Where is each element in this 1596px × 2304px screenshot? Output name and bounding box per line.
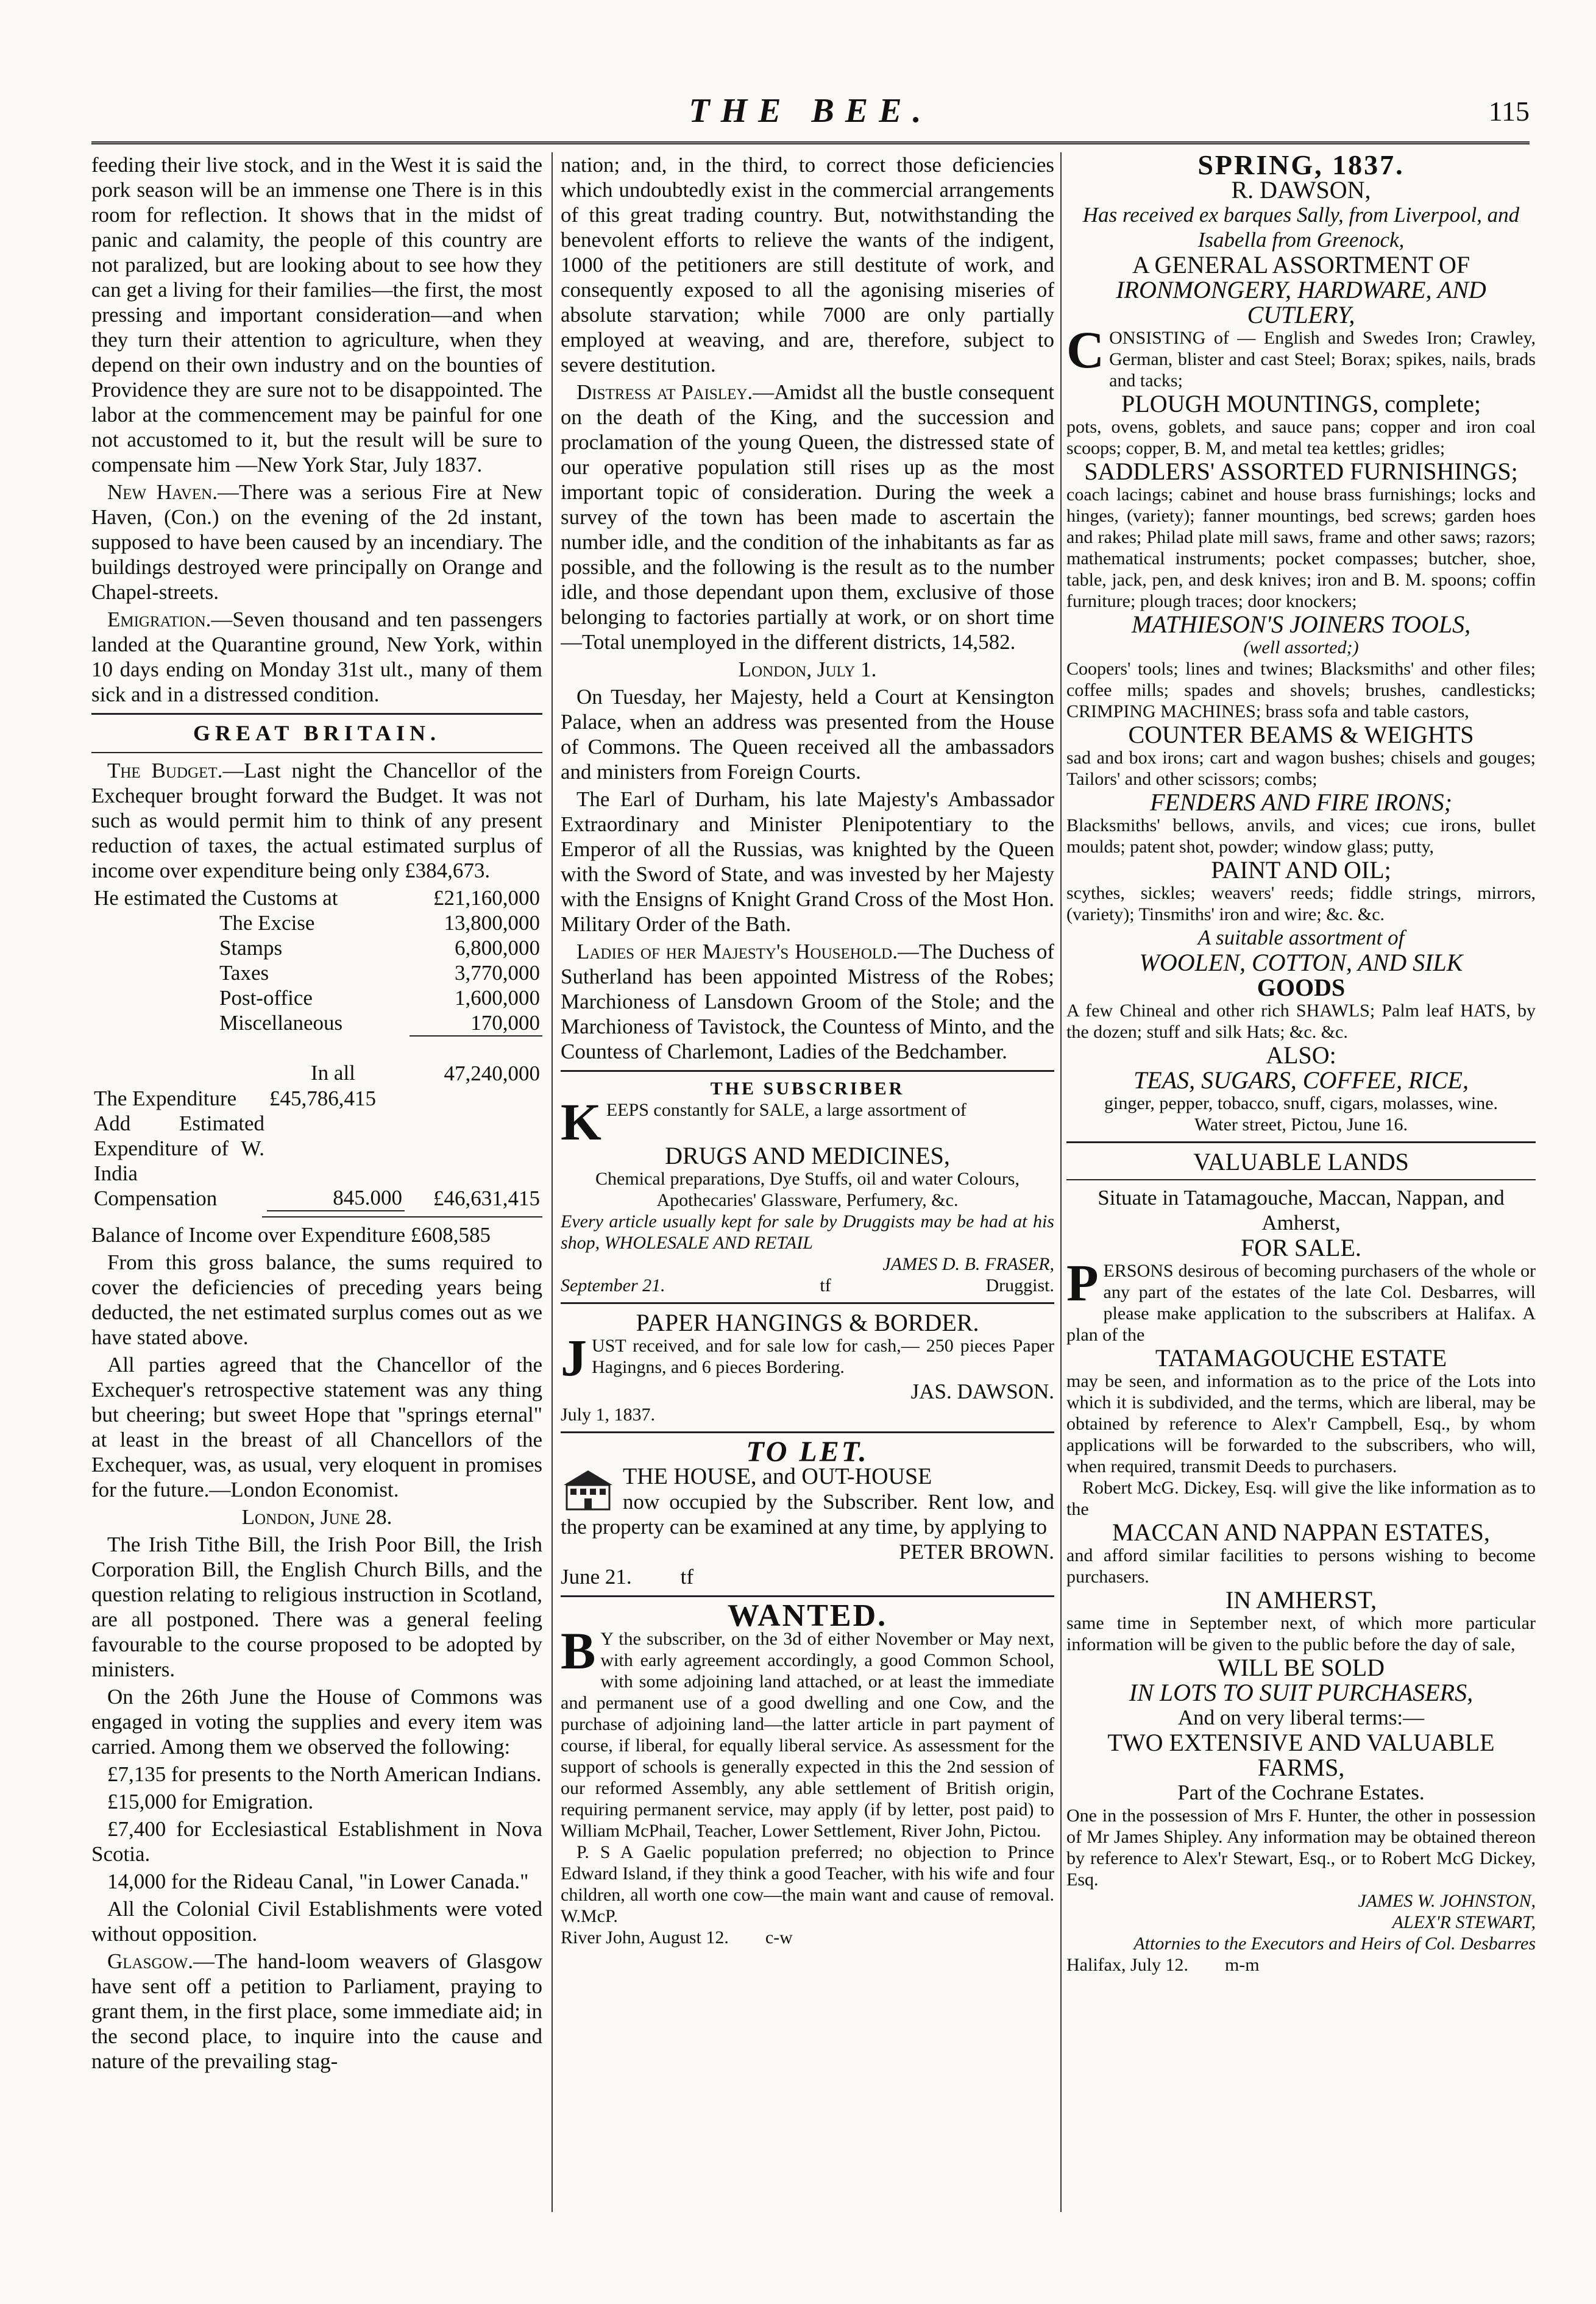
table-cell-label: Miscellaneous <box>219 1011 343 1035</box>
ad-lands-halifax: Halifax, July 12. <box>1066 1955 1188 1975</box>
supply-item: £15,000 for Emigration. <box>107 1790 314 1813</box>
ad-dawson-consisting-text: ONSISTING of — English and Swedes Iron; Crawley, German, blister and cast Steel; Borax; spikes, nails, brads and tacks; <box>1109 328 1536 391</box>
ladies-heading: Ladies of her Majesty's Household. <box>576 940 898 963</box>
add-total: £46,631,415 <box>433 1186 540 1210</box>
new-haven-heading: New Haven. <box>107 480 218 504</box>
ad-drugs-top: THE SUBSCRIBER <box>710 1079 905 1099</box>
ad-paper-body: UST received, and for sale low for cash,— 250 pieces Paper Hagingns, and 6 pieces Bordering. <box>592 1336 1054 1377</box>
ad-lands-persons <box>1066 1253 1536 1345</box>
column-divider-1 <box>552 152 553 2212</box>
table-cell-value: 3,770,000 <box>455 961 540 985</box>
ad-dawson-plough: PLOUGH MOUNTINGS, complete; <box>1121 390 1481 417</box>
ad-lands-situate: Situate in Tatamagouche, Maccan, Nappan, and Amherst, <box>1098 1186 1505 1235</box>
ad-dawson-blacksmiths: Blacksmiths' bellows, anvils, and vices; cue irons, bullet moulds; patent shot, powder; window glass; putty, <box>1066 815 1536 857</box>
glasgow-text: —The hand-loom weavers of Glasgow have sent off a petition to Parliament, praying to grant them, in the first place, some immediate aid; in the second place, to inquire into the cause and nature of the prevailing stag- <box>91 1949 542 2073</box>
table-cell-label: Taxes <box>219 961 269 985</box>
expenditure-table <box>91 1086 542 1211</box>
ad-wanted-dropcap: B <box>561 1622 596 1680</box>
table-row <box>91 1086 542 1111</box>
expenditure-label: The Expenditure <box>94 1086 237 1110</box>
ad-dawson-fenders: FENDERS AND FIRE IRONS; <box>1150 789 1452 816</box>
table-row <box>91 1111 542 1211</box>
table-row <box>91 1010 542 1036</box>
ladies-text: —The Duchess of Sutherland has been appointed Mistress of the Robes; Marchioness of Lansdown Groom of the Stole; and the Marchioness of Tavistock, the Countess of Minto, and the Countess of Charlemont, Ladies of the Bedchamber. <box>561 940 1054 1063</box>
table-cell-value: 170,000 <box>410 1010 542 1036</box>
ad-lands-two: TWO EXTENSIVE AND VALUABLE FARMS, <box>1107 1729 1495 1781</box>
table-cell-label: Post-office <box>219 986 313 1010</box>
ad-to-let-tf: tf <box>680 1565 694 1589</box>
ad-lands-persons-text: ERSONS desirous of becoming purchasers of the whole or any part of the estates of the late Col. Desbarres, will please make application to the subscribers at Halifax. A plan of the <box>1066 1261 1536 1345</box>
ad-dawson-few: A few Chineal and other rich SHAWLS; Palm leaf HATS, by the dozen; stuff and silk Hats; &c. &c. <box>1066 1001 1536 1042</box>
ad-wanted-ps <box>561 1841 1054 1927</box>
ad-wanted-code: c-w <box>765 1927 793 1948</box>
ad-drugs-italic: Every article usually kept for sale by Druggists may be had at his shop, WHOLESALE AND RETAIL <box>561 1211 1054 1253</box>
ad-lands-maccan: MACCAN AND NAPPAN ESTATES, <box>1112 1519 1490 1546</box>
article-pork-season: feeding their live stock, and in the West it is said the pork season will be an immense one There is in this room for reflection. It shows that in the midst of panic and calamity, the people of this country are not paralized, but are looking about to see how they can get a living for their families—the first, the most pressing and important consideration—and when they turn their attention to agriculture, when they depend on their own industry and on the bounties of Providence they are sure not to be disappointed. The labor at the commencement may be painful for one not accustomed to it, but the result will be sure to compensate him —New York Star, July 1837. <box>91 153 542 477</box>
dateline-london-july: London, July 1. <box>738 658 877 681</box>
article-paisley <box>561 380 1054 654</box>
ad-lands-robert: Robert McG. Dickey, Esq. will give the like information as to the <box>1066 1478 1536 1519</box>
ad-to-let-date: June 21. <box>561 1565 632 1589</box>
ad-lands-amherst: IN AMHERST, <box>1225 1586 1377 1614</box>
ad-to-let-footer <box>561 1564 1054 1589</box>
table-cell-value: 6,800,000 <box>455 936 540 960</box>
ad-paper-hangings <box>561 1310 1054 1425</box>
ad-dawson-woolen: WOOLEN, COTTON, AND SILK <box>1139 949 1463 976</box>
ad-dawson-counter: COUNTER BEAMS & WEIGHTS <box>1128 721 1474 748</box>
in-all-value: 47,240,000 <box>444 1062 540 1085</box>
ad-lands-forsale: FOR SALE. <box>1241 1234 1361 1261</box>
ad-paper-date: July 1, 1837. <box>561 1405 656 1425</box>
divider <box>561 1070 1054 1072</box>
ad-lands-sig3: Attornies to the Executors and Heirs of Col. Desbarres <box>1133 1934 1536 1954</box>
supply-item: 14,000 for the Rideau Canal, "in Lower Canada." <box>107 1870 529 1893</box>
column-2 <box>561 152 1054 2249</box>
ad-dawson-consisting <box>1066 321 1536 391</box>
ad-wanted-initials: W.McP. <box>561 1906 618 1926</box>
ad-dawson-name: R. DAWSON, <box>1231 176 1371 204</box>
article-emigration <box>91 607 542 707</box>
ad-wanted-content <box>561 1622 1054 1841</box>
ad-paper-dropcap: J <box>561 1328 587 1387</box>
column-1 <box>91 152 542 2249</box>
supply-item: £7,135 for presents to the North American Indians. <box>107 1762 542 1786</box>
divider <box>91 713 542 715</box>
masthead-rule <box>91 141 1530 144</box>
paisley-text: —Amidst all the bustle consequent on the death of the King, and the succession and proclamation of the young Queen, the distressed state of our operative population still rises up as the most important topic of consideration. During the week a survey of the town has been made to ascertain the number idle, and the condition of the inhabitants as far as possible, and the following is the result as to the number idle, and those dependant upon them, exclusive of those belonging to factories partially at work, or on short time —Total unemployed in the different districts, 14,582. <box>561 380 1054 654</box>
article-durham: The Earl of Durham, his late Majesty's Ambassador Extraordinary and Minister Plenipotentiary to the Emperor of all the Russias, was knighted by the Queen with the Sword of State, and was invested by her Majesty with the Ensigns of Knight Grand Cross of the Most Hon. Military Order of the Bath. <box>561 787 1054 936</box>
ad-dawson-scythes: scythes, sickles; weavers' reeds; fiddle strings, mirrors, (variety); Tinsmiths' iron and wire; &c. &c. <box>1066 883 1536 924</box>
ad-to-let-content <box>561 1464 1054 1539</box>
revenue-table <box>91 885 542 1086</box>
ad-drugs-body: Chemical preparations, Dye Stuffs, oil and water Colours, Apothecaries' Glassware, Perfumery, &c. <box>595 1169 1020 1210</box>
ad-dawson-coach: coach lacings; cabinet and house brass furnishings; locks and hinges, (variety); fanner mountings, bed screws; garden hoes and rakes; Philad plate mill saws, frame and other saws; razors; mathematical instruments; pocket compasses; butcher, shoe, table, jack, pen, and desk knives; iron and B. M. spoons; coffin furniture; plough traces; door knockers; <box>1066 484 1536 611</box>
ad-lands-one: One in the possession of Mrs F. Hunter, the other in possession of Mr James Shipley. Any information may be obtained thereon by reference to Alex'r Stewart, Esq., or to Robert McG Dickey, Esq. <box>1066 1806 1536 1890</box>
page-number: 115 <box>1488 96 1530 127</box>
divider <box>1066 1141 1536 1143</box>
ad-dawson-ironmongery: IRONMONGERY, HARDWARE, AND CUTLERY, <box>1116 276 1486 328</box>
ad-lands-lots: IN LOTS TO SUIT PURCHASERS, <box>1129 1679 1474 1706</box>
glasgow-heading: Glasgow. <box>107 1949 193 1973</box>
ad-wanted-heading: WANTED. <box>727 1598 888 1633</box>
article-court: On Tuesday, her Majesty, held a Court at Kensington Palace, when an address was presented from the House of Commons. The Queen received all the ambassadors and ministers from Foreign Courts. <box>561 685 1054 784</box>
ad-wanted <box>561 1598 1054 1948</box>
ad-drugs-role: Druggist. <box>985 1275 1054 1296</box>
ad-lands-footer <box>1066 1954 1536 1976</box>
table-cell-label: Stamps <box>219 936 283 960</box>
in-all-label: In all <box>311 1061 355 1085</box>
ad-dawson-mathieson: MATHIESON'S JOINERS TOOLS, <box>1131 611 1471 638</box>
ad-dawson-paint: PAINT AND OIL; <box>1211 856 1391 884</box>
ad-paper-signature: JAS. DAWSON. <box>910 1380 1054 1403</box>
divider <box>561 1595 1054 1597</box>
ad-drugs-signature: JAMES D. B. FRASER, <box>882 1254 1054 1274</box>
ad-lands-sig2: ALEX'R STEWART, <box>1392 1912 1536 1932</box>
ad-dawson-saddlers: SADDLERS' ASSORTED FURNISHINGS; <box>1084 458 1518 485</box>
emigration-heading: Emigration. <box>107 608 211 631</box>
article-glasgow <box>91 1949 542 2074</box>
ad-dawson-ginger: ginger, pepper, tobacco, snuff, cigars, molasses, wine. <box>1104 1093 1498 1113</box>
ad-dawson-general: A GENERAL ASSORTMENT OF <box>1132 251 1470 278</box>
ad-dawson-coopers: Coopers' tools; lines and twines; Blacksmiths' and other files; coffee mills; spades and shovels; brushes, candlesticks; CRIMPING MACHINES; brass sofa and table castors, <box>1066 659 1536 721</box>
ad-dawson-water: Water street, Pictou, June 16. <box>1194 1115 1408 1135</box>
article-new-haven <box>91 480 542 604</box>
ad-dawson-suitable: A suitable assortment of <box>1197 926 1405 949</box>
add-value: 845.000 <box>267 1111 405 1211</box>
ad-lands-heading: VALUABLE LANDS <box>1193 1148 1409 1175</box>
table-cell-value: 13,800,000 <box>444 911 540 935</box>
ad-lands-dropcap: P <box>1066 1253 1099 1312</box>
new-haven-text: —There was a serious Fire at New Haven, (Con.) on the evening of the 2d instant, supposed to have been caused by an incendiary. The buildings destroyed were principally on Orange and Chapel-streets. <box>91 480 542 604</box>
expenditure-value: £45,786,415 <box>269 1086 376 1110</box>
ad-drugs-tf: tf <box>820 1275 831 1296</box>
table-cell-label: He estimated the Customs at <box>94 886 338 910</box>
article-ladies <box>561 939 1054 1064</box>
article-budget <box>91 758 542 883</box>
dateline-london-june: London, June 28. <box>241 1505 392 1529</box>
ad-lands-part: Part of the Cochrane Estates. <box>1177 1781 1425 1804</box>
ad-lands-sig1: JAMES W. JOHNSTON, <box>1358 1891 1536 1911</box>
ad-lands-tata: TATAMAGOUCHE ESTATE <box>1155 1344 1447 1372</box>
ad-wanted-place: River John, August 12. <box>561 1927 729 1948</box>
divider <box>91 752 542 753</box>
paisley-heading: Distress at Paisley. <box>576 380 753 404</box>
ad-to-let-body: now occupied by the Subscriber. Rent low, and the property can be examined at any time, by applying to <box>561 1490 1054 1539</box>
add-label: Add Estimated Expenditure of W. India Compensation <box>94 1111 264 1210</box>
ad-paper-heading: PAPER HANGINGS & BORDER. <box>636 1309 979 1336</box>
ad-lands-terms: And on very liberal terms:— <box>1177 1706 1425 1729</box>
ad-drugs <box>561 1078 1054 1296</box>
ad-lands-code: m-m <box>1224 1955 1260 1975</box>
masthead <box>91 91 1530 134</box>
ad-wanted-body: Y the subscriber, on the 3d of either November or May next, with early agreement accordingly, a good Common School, with some adjoining land attached, or at least the immediate and permanent use of a good dwelling and one Cow, and the purchase of adjoining land—the latter article in part payment of course, if liberal, for equally liberal service. As assessment for the support of schools is generally expected in this the 2nd session of our reformed Assembly, any able settlement of British origin, requiring permanent service, may apply (if by letter, post paid) to William McPhail, Teacher, Lower Settlement, River John, Pictou. <box>561 1629 1054 1841</box>
budget-text: —Last night the Chancellor of the Exchequer brought forward the Budget. It was not such as would permit him to think of any present reduction of taxes, the actual estimated surplus of income over expenditure being only £384,673. <box>91 759 542 882</box>
ad-to-let <box>561 1436 1054 1589</box>
article-colonial: All the Colonial Civil Establishments were voted without opposition. <box>91 1897 542 1946</box>
ad-dawson-pots: pots, ovens, goblets, and sauce pans; copper and iron coal scoops; copper, B. M, and metal tea kettles; gridles; <box>1066 417 1536 458</box>
article-commons-supplies: On the 26th June the House of Commons was engaged in voting the supplies and every item was carried. Among them we observed the following: <box>91 1685 542 1759</box>
table-row <box>91 885 542 910</box>
ad-spring-heading: SPRING, 1837. <box>1197 152 1405 180</box>
ad-to-let-heading: TO LET. <box>746 1436 869 1468</box>
balance-line: Balance of Income over Expenditure £608,585 <box>91 1223 491 1247</box>
ad-to-let-signature: PETER BROWN. <box>899 1540 1054 1564</box>
ad-drugs-heading: DRUGS AND MEDICINES, <box>665 1142 950 1169</box>
table-row <box>91 910 542 935</box>
divider <box>561 1302 1054 1304</box>
table-cell-value: £21,160,000 <box>433 886 540 910</box>
ad-drugs-date: September 21. <box>561 1275 665 1296</box>
newspaper-title: THE BEE. <box>689 92 932 130</box>
table-cell-label: The Excise <box>219 911 315 935</box>
ad-dawson-also: ALSO: <box>1266 1041 1336 1069</box>
ad-lands-same: same time in September next, of which more particular information will be given to the public before the day of sale, <box>1066 1613 1536 1654</box>
column-divider-2 <box>1060 152 1062 2212</box>
ad-wanted-footer <box>561 1927 1054 1948</box>
ad-drugs-line: EEPS constantly for SALE, a large assortment of <box>606 1100 966 1120</box>
article-gross-balance: From this gross balance, the sums required to cover the deficiencies of preceding years being deducted, the net estimated surplus comes out as we have stated above. <box>91 1250 542 1349</box>
ad-to-let-title: THE HOUSE, and OUT-HOUSE <box>623 1464 932 1489</box>
ad-dawson-sad: sad and box irons; cart and wagon bushes; chisels and gouges; Tailors' and other scissors; combs; <box>1066 748 1536 789</box>
table-row <box>91 985 542 1010</box>
section-heading-great-britain: GREAT BRITAIN. <box>193 721 441 745</box>
table-cell-value: 1,600,000 <box>455 986 540 1010</box>
ad-drugs-intro <box>561 1093 1054 1151</box>
table-row <box>91 935 542 960</box>
ad-paper-content <box>561 1328 1054 1387</box>
article-irish-bills: The Irish Tithe Bill, the Irish Poor Bill, the Irish Corporation Bill, the English Church Bills, and the question relating to religious instruction in Scotland, are all postponed. There was a general feeling favourable to the course proposed to be adopted by ministers. <box>91 1533 542 1681</box>
ad-dawson-goods: GOODS <box>1257 974 1346 1001</box>
divider <box>1066 1179 1536 1180</box>
ad-dawson-received: Has received ex barques Sally, from Liverpool, and Isabella from Greenock, <box>1082 203 1520 252</box>
article-chancellor: All parties agreed that the Chancellor of the Exchequer's retrospective statement was any thing but cheering; but sweet Hope that "springs eternal" at least in the breast of all Chancellors of the Exchequer, was, as usual, very eloquent in promises for the future.—London Economist. <box>91 1353 542 1501</box>
ad-lands-afford: and afford similar facilities to persons wishing to become purchasers. <box>1066 1545 1536 1587</box>
ad-dawson-well: (well assorted;) <box>1243 637 1359 658</box>
article-weavers-continued: nation; and, in the third, to correct those deficiencies which undoubtedly exist in the commercial arrangements of this great trading country. But, notwithstanding the benevolent efforts to relieve the wants of the indigent, 1000 of the petitioners are still destitute of work, and consequently exposed to all the agonising miseries of absolute starvation; while 7000 are only partially employed at weaving, and are, therefore, subject to severe destitution. <box>561 153 1054 377</box>
supply-item: £7,400 for Ecclesiastical Establishment in Nova Scotia. <box>91 1817 542 1866</box>
emigration-text: —Seven thousand and ten passengers landed at the Quarantine ground, New York, within 10 days ending on Monday 31st ult., many of them sick and in a distressed condition. <box>91 608 542 706</box>
column-3 <box>1066 152 1536 2249</box>
budget-heading: The Budget. <box>107 759 223 782</box>
ad-lands-may: may be seen, and information as to the price of the Lots into which it is subdivided, and the terms, which are liberal, may be obtained by reference to Alex'r Campbell, Esq., by whom applications will be forwarded to the subscribers, who will, when required, transmit Deeds to purchasers. <box>1066 1371 1536 1476</box>
divider <box>262 1216 542 1218</box>
divider <box>561 1431 1054 1433</box>
table-row <box>91 1036 542 1086</box>
table-row <box>91 960 542 985</box>
ad-drugs-footer <box>561 1275 1054 1296</box>
ad-dawson-dropcap: C <box>1066 321 1105 379</box>
ad-drugs-dropcap: K <box>561 1093 601 1151</box>
ad-lands-willbe: WILL BE SOLD <box>1217 1654 1385 1681</box>
house-icon <box>561 1468 615 1511</box>
ad-dawson-teas: TEAS, SUGARS, COFFEE, RICE, <box>1133 1066 1469 1094</box>
ad-wanted-ps-text: P. S A Gaelic population preferred; no objection to Prince Edward Island, if they think a good Teacher, with his wife and four children, all worth one cow—the main want and cause of removal. <box>561 1842 1054 1905</box>
